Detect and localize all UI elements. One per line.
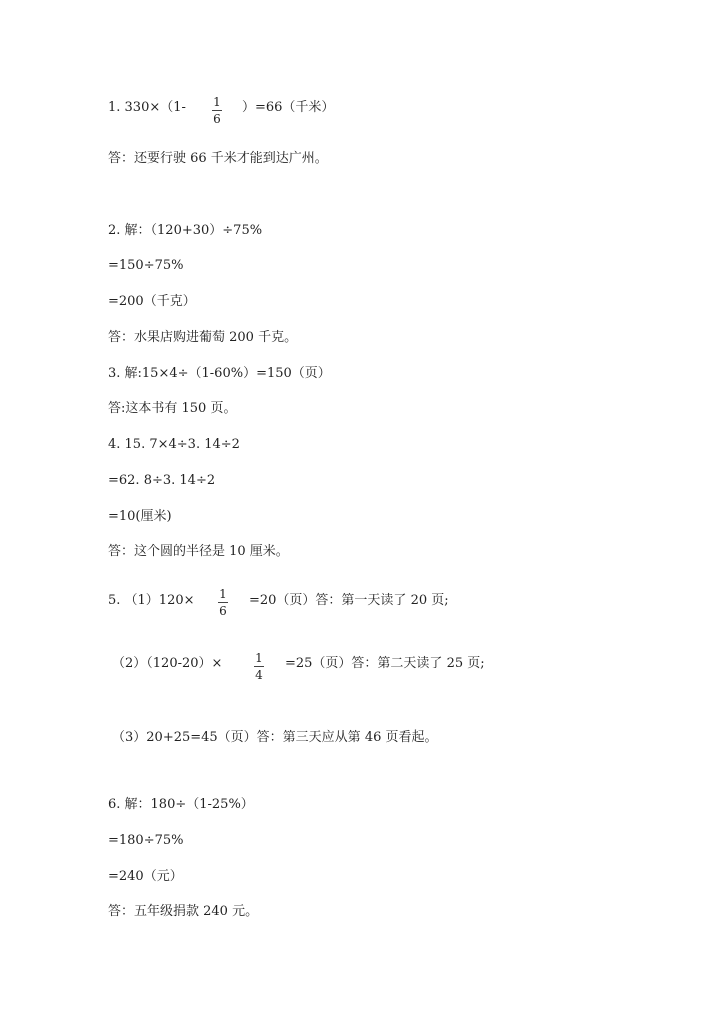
- fraction-bar: [212, 110, 222, 111]
- q2-line-2: =150÷75%: [108, 258, 184, 273]
- q3-answer: 答:这本书有 150 页。: [108, 401, 237, 416]
- fraction-numerator: 1: [255, 651, 263, 665]
- fraction-numerator: 1: [213, 95, 221, 109]
- q1-answer: 答：还要行驶 66 千米才能到达广州。: [108, 151, 328, 166]
- q1-fraction: [212, 95, 222, 126]
- fraction-denominator: 6: [219, 604, 227, 618]
- q4-answer: 答：这个圆的半径是 10 厘米。: [108, 544, 289, 559]
- q5-part2-prefix: （2）（120-20）×: [112, 656, 223, 671]
- q5-part1-fraction: [218, 587, 228, 618]
- fraction-bar: [218, 602, 228, 603]
- q4-line-1: 4. 15. 7×4÷3. 14÷2: [108, 437, 240, 452]
- q5-part1-suffix: =20（页）答：第一天读了 20 页;: [249, 593, 449, 608]
- q6-answer: 答：五年级捐款 240 元。: [108, 904, 259, 919]
- fraction-denominator: 6: [213, 112, 221, 126]
- q5-part3: （3）20+25=45（页）答：第三天应从第 46 页看起。: [112, 730, 438, 745]
- q6-line-3: =240（元）: [108, 869, 183, 884]
- q6-line-2: =180÷75%: [108, 833, 184, 848]
- q1-equation-suffix: ）=66（千米）: [242, 100, 335, 115]
- q6-line-1: 6. 解：180÷（1-25%）: [108, 797, 254, 812]
- q4-line-2: =62. 8÷3. 14÷2: [108, 473, 216, 488]
- q2-answer: 答：水果店购进葡萄 200 千克。: [108, 330, 298, 345]
- fraction-denominator: 4: [255, 668, 263, 682]
- fraction-bar: [254, 666, 264, 667]
- q3-line-1: 3. 解:15×4÷（1-60%）=150（页）: [108, 366, 331, 381]
- q2-line-1: 2. 解：（120+30）÷75%: [108, 223, 263, 238]
- q5-part1-prefix: 5. （1）120×: [108, 593, 195, 608]
- q2-line-3: =200（千克）: [108, 294, 196, 309]
- q5-part2-suffix: =25（页）答：第二天读了 25 页;: [285, 656, 485, 671]
- q4-line-3: =10(厘米): [108, 509, 172, 524]
- q5-part2-fraction: [254, 651, 264, 682]
- fraction-numerator: 1: [219, 587, 227, 601]
- q1-equation-prefix: 1. 330×（1-: [108, 100, 186, 115]
